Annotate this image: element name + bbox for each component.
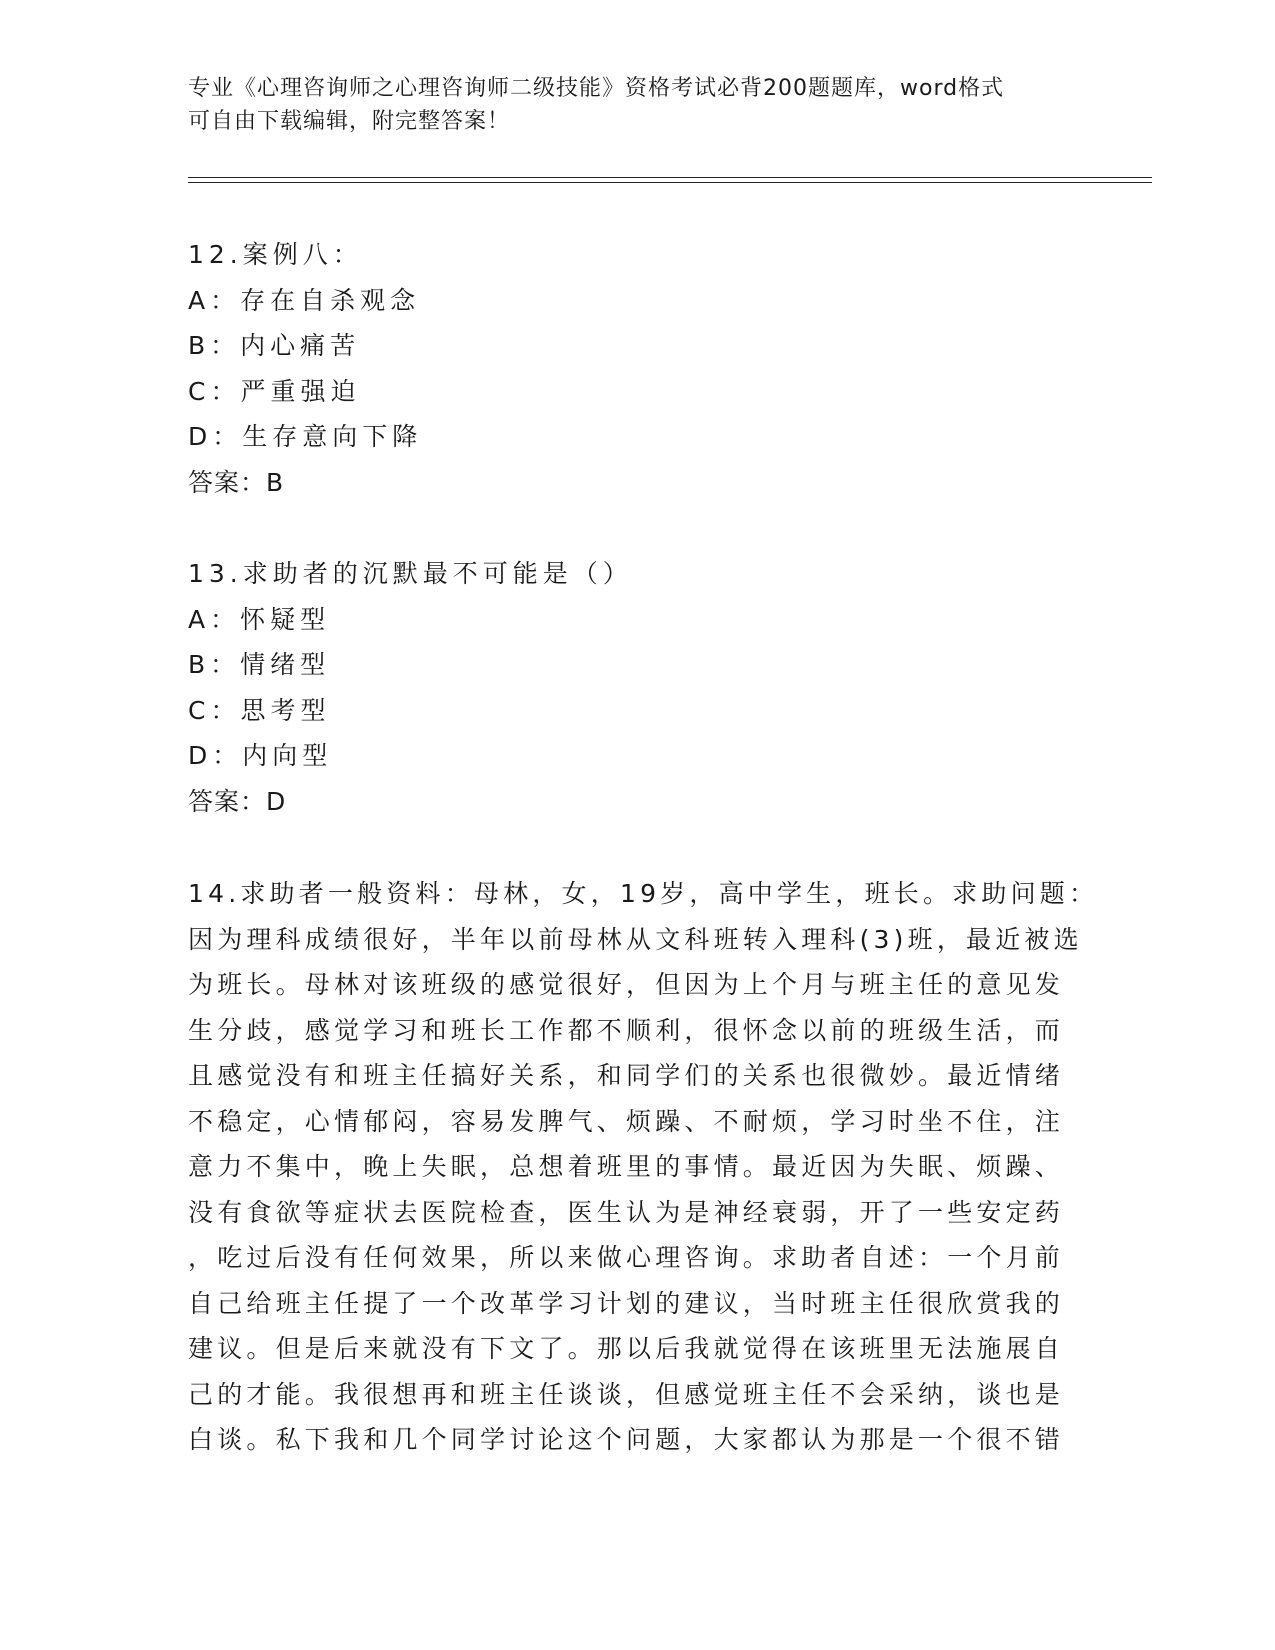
paragraph-line: ，吃过后没有任何效果，所以来做心理咨询。求助者自述：一个月前 [188,1243,1065,1272]
option-c: C：思考型 [188,695,331,725]
paragraph-line: 没有食欲等症状去医院检查，医生认为是神经衰弱，开了一些安定药 [188,1197,1065,1227]
option-a: A：怀疑型 [188,604,331,634]
paragraph-line: 生分歧，感觉学习和班长工作都不顺利，很怀念以前的班级生活，而 [188,1015,1065,1045]
header-line-2: 可自由下载编辑，附完整答案！ [188,109,511,134]
header-line-1: 专业《心理咨询师之心理咨询师二级技能》资格考试必背200题题库，word格式 [188,76,1005,101]
paragraph-line: 意力不集中，晚上失眠，总想着班里的事情。最近因为失眠、烦躁、 [188,1152,1065,1181]
paragraph-line: 白谈。私下我和几个同学讨论这个问题，大家都认为那是一个很不错 [188,1425,1065,1454]
question-12 [188,232,1068,505]
paragraph-line: 为班长。母林对该班级的感觉很好，但因为上个月与班主任的意见发 [188,970,1065,999]
option-a: A：存在自杀观念 [188,285,421,315]
option-b: B：情绪型 [188,650,331,679]
header-divider-top [188,177,1152,178]
question-13 [188,551,1068,824]
paragraph-line: 己的才能。我很想再和班主任谈谈，但感觉班主任不会采纳，谈也是 [188,1379,1065,1409]
option-d: D：内向型 [188,741,333,770]
paragraph-line: 14.求助者一般资料：母林，女，19岁，高中学生，班长。求助问题： [188,879,1099,908]
paragraph-line: 建议。但是后来就没有下文了。那以后我就觉得在该班里无法施展自 [188,1334,1065,1363]
paragraph-line: 自己给班主任提了一个改革学习计划的建议，当时班主任很欣赏我的 [188,1288,1065,1318]
option-b: B：内心痛苦 [188,331,361,360]
question-14-text [188,871,1099,1463]
paragraph-line: 且感觉没有和班主任搞好关系，和同学们的关系也很微妙。最近情绪 [188,1061,1065,1090]
question-title: 12.案例八： [188,240,363,269]
option-c: C：严重强迫 [188,376,361,406]
question-title: 13.求助者的沉默最不可能是（） [188,559,633,588]
question-14 [188,871,1099,1463]
paragraph-line: 不稳定，心情郁闷，容易发脾气、烦躁、不耐烦，学习时坐不住，注 [188,1106,1065,1136]
paragraph-line: 因为理科成绩很好，半年以前母林从文科班转入理科(3)班，最近被选 [188,924,1083,954]
answer: 答案：D [188,786,287,816]
document-header [188,72,1088,138]
header-divider-bottom [188,182,1152,183]
answer: 答案：B [188,467,285,497]
option-d: D：生存意向下降 [188,422,423,451]
